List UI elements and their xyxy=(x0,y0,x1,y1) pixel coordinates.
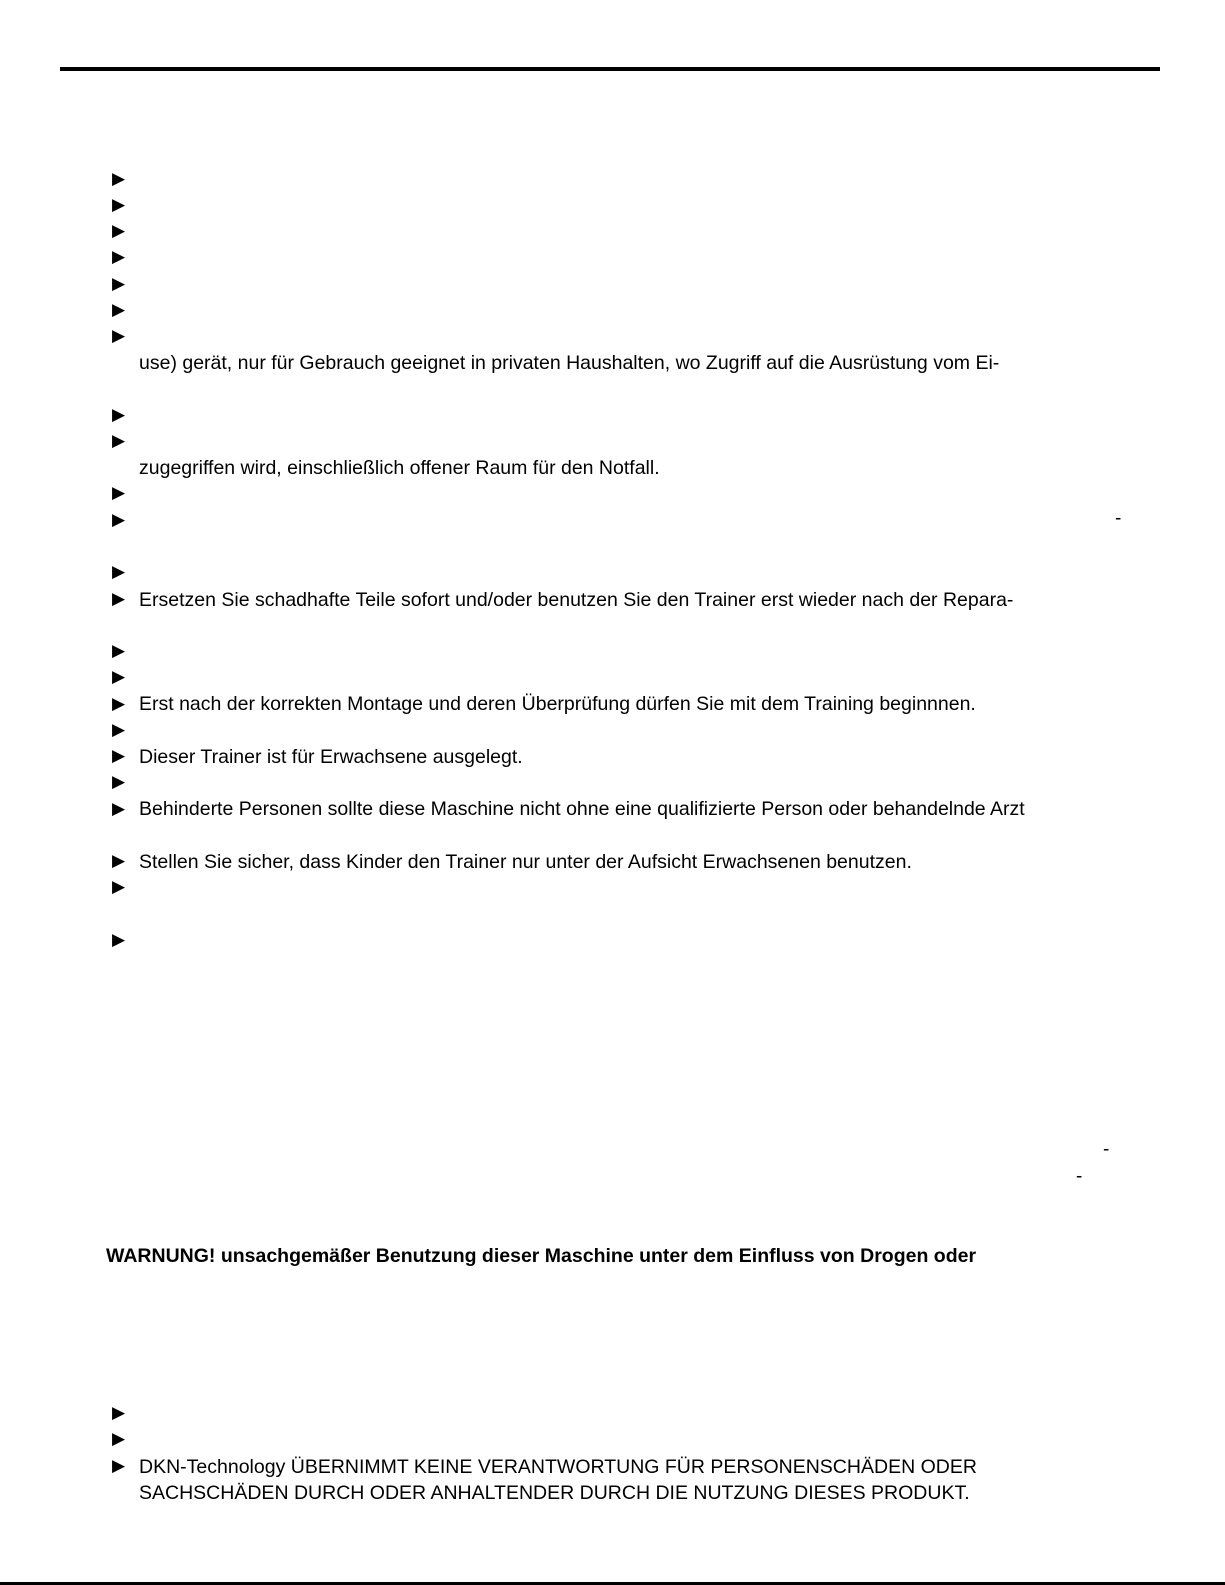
stray-hyphen: - xyxy=(1076,1166,1083,1187)
bullet-marker: ▶ xyxy=(112,483,126,502)
text-erwachsene: Dieser Trainer ist für Erwachsene ausgelegt. xyxy=(139,746,523,768)
warning-heading: WARNUNG! unsachgemäßer Benutzung dieser Maschine unter dem Einfluss von Drogen oder xyxy=(106,1245,977,1267)
top-rule xyxy=(60,67,1160,71)
bullet-marker: ▶ xyxy=(112,300,126,319)
bullet-marker: ▶ xyxy=(112,589,126,608)
bullet-marker: ▶ xyxy=(112,667,126,686)
bullet-marker: ▶ xyxy=(112,221,126,240)
bullet-marker: ▶ xyxy=(112,247,126,266)
text-notfall-raum: zugegriffen wird, einschließlich offener Raum für den Notfall. xyxy=(139,457,660,479)
bullet-marker: ▶ xyxy=(112,720,126,739)
bullet-marker: ▶ xyxy=(112,746,126,765)
text-kinder-aufsicht: Stellen Sie sicher, dass Kinder den Trainer nur unter der Aufsicht Erwachsenen benutzen. xyxy=(139,851,912,873)
bullet-marker: ▶ xyxy=(112,562,126,581)
bullet-marker: ▶ xyxy=(112,510,126,529)
stray-hyphen: - xyxy=(1115,508,1122,529)
bullet-marker: ▶ xyxy=(112,1429,126,1448)
text-montage-pruefung: Erst nach der korrekten Montage und deren Überprüfung dürfen Sie mit dem Training beginnnen. xyxy=(139,693,976,715)
bullet-marker: ▶ xyxy=(112,694,126,713)
bullet-marker: ▶ xyxy=(112,169,126,188)
bullet-marker: ▶ xyxy=(112,195,126,214)
text-behinderte-personen: Behinderte Personen sollte diese Maschine nicht ohne eine qualifizierte Person oder behandelnde Arzt xyxy=(139,798,1025,820)
bullet-marker: ▶ xyxy=(112,877,126,896)
bullet-marker: ▶ xyxy=(112,641,126,660)
bullet-marker: ▶ xyxy=(112,431,126,450)
bullet-marker: ▶ xyxy=(112,1456,126,1475)
stray-hyphen: - xyxy=(1103,1139,1110,1160)
text-dkn-disclaimer-2: SACHSCHÄDEN DURCH ODER ANHALTENDER DURCH DIE NUTZUNG DIESES PRODUKT. xyxy=(139,1482,970,1504)
bullet-marker: ▶ xyxy=(112,851,126,870)
text-eigenheim-use: use) gerät, nur für Gebrauch geeignet in privaten Haushalten, wo Zugriff auf die Ausrüstung vom Ei- xyxy=(139,352,1000,374)
bullet-marker: ▶ xyxy=(112,405,126,424)
bullet-marker: ▶ xyxy=(112,326,126,345)
text-ersetzen-teile: Ersetzen Sie schadhafte Teile sofort und/oder benutzen Sie den Trainer erst wieder nach der Repara- xyxy=(139,589,1014,611)
bullet-marker: ▶ xyxy=(112,799,126,818)
bullet-marker: ▶ xyxy=(112,930,126,949)
bullet-marker: ▶ xyxy=(112,274,126,293)
text-dkn-disclaimer-1: DKN-Technology ÜBERNIMMT KEINE VERANTWORTUNG FÜR PERSONENSCHÄDEN ODER xyxy=(139,1456,977,1478)
bullet-marker: ▶ xyxy=(112,1403,126,1422)
bullet-marker: ▶ xyxy=(112,772,126,791)
